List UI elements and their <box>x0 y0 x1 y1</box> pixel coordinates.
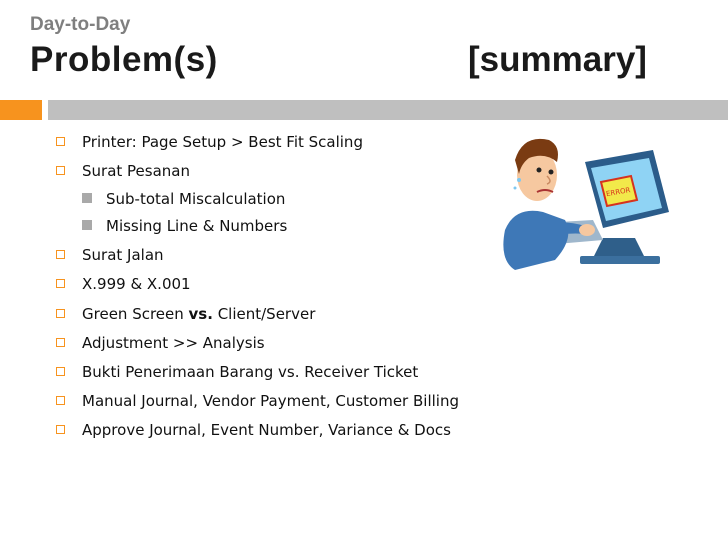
sub-bullet-item: Sub-total Miscalculation <box>82 190 285 208</box>
slide-title: Problem(s) <box>30 40 218 79</box>
square-bullet-icon <box>56 279 65 288</box>
slide-subtitle: Day-to-Day <box>30 14 131 35</box>
square-bullet-icon <box>56 425 65 434</box>
square-bullet-icon <box>82 193 92 203</box>
square-bullet-icon <box>56 166 65 175</box>
bullet-item: Manual Journal, Vendor Payment, Customer Billing <box>56 392 459 410</box>
frustrated-man-computer-icon <box>485 120 675 280</box>
square-bullet-icon <box>56 338 65 347</box>
square-bullet-icon <box>56 367 65 376</box>
accent-bar <box>0 100 42 120</box>
error-label: ERROR <box>605 186 632 199</box>
slide-title-tag: [summary] <box>468 40 647 79</box>
bullet-item: Adjustment >> Analysis <box>56 334 265 352</box>
bullet-item: Approve Journal, Event Number, Variance & Docs <box>56 421 451 439</box>
sub-bullet-item: Missing Line & Numbers <box>82 217 287 235</box>
bullet-item: Printer: Page Setup > Best Fit Scaling <box>56 133 363 151</box>
bullet-item: Green Screen vs. Client/Server <box>56 305 315 323</box>
square-bullet-icon <box>56 137 65 146</box>
square-bullet-icon <box>82 220 92 230</box>
bullet-item: Surat Pesanan <box>56 162 190 180</box>
bullet-item: X.999 & X.001 <box>56 275 191 293</box>
square-bullet-icon <box>56 309 65 318</box>
bullet-item: Bukti Penerimaan Barang vs. Receiver Ticket <box>56 363 418 381</box>
square-bullet-icon <box>56 250 65 259</box>
divider-bar <box>48 100 728 120</box>
square-bullet-icon <box>56 396 65 405</box>
bullet-item: Surat Jalan <box>56 246 164 264</box>
